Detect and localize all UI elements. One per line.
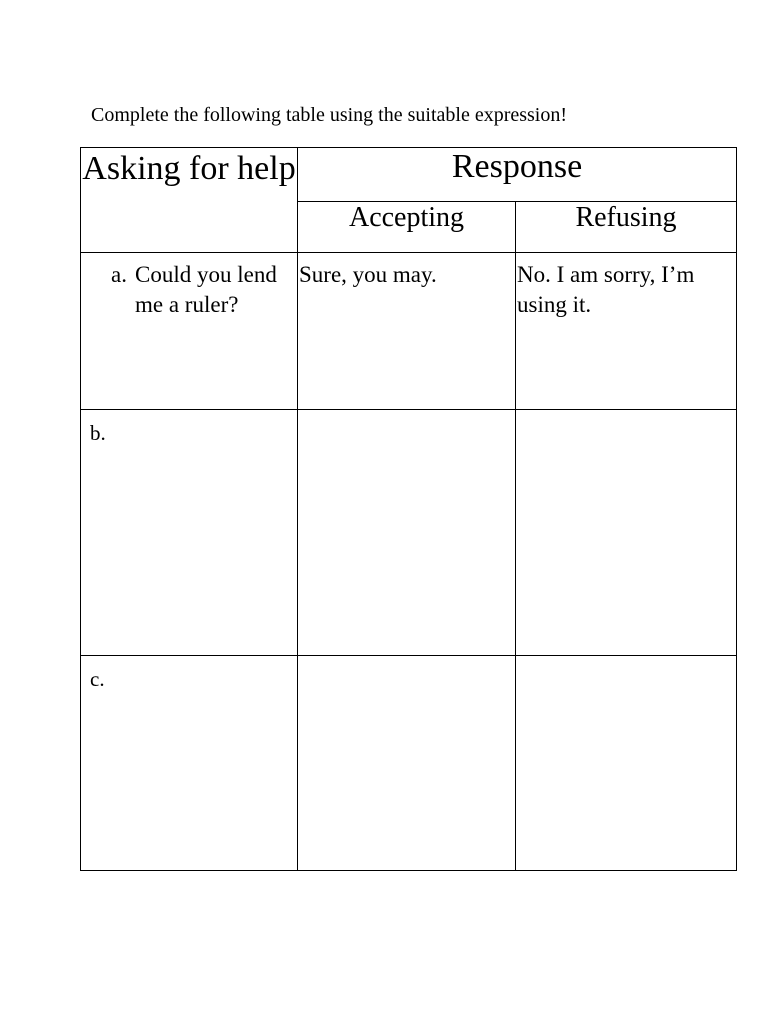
- refusing-text: [516, 410, 736, 417]
- refusing-header: Refusing: [516, 201, 737, 253]
- table-row: [81, 410, 737, 656]
- response-header: Response: [298, 148, 737, 202]
- refusing-cell: [516, 253, 737, 410]
- question-cell[interactable]: [81, 656, 298, 871]
- table-row: [81, 253, 737, 410]
- accepting-cell[interactable]: [298, 410, 516, 656]
- instruction-text: Complete the following table using the suitable expression!: [91, 104, 568, 126]
- refusing-text: [516, 656, 736, 663]
- accepting-cell: [298, 253, 516, 410]
- question-text: Could you lend me a ruler?: [135, 262, 277, 317]
- question-cell[interactable]: [81, 410, 298, 656]
- accepting-header: Accepting: [298, 201, 516, 253]
- exercise-table: [80, 147, 737, 871]
- accepting-text: [298, 656, 515, 663]
- question-cell: [81, 253, 298, 410]
- refusing-cell[interactable]: [516, 410, 737, 656]
- item-marker: c.: [90, 667, 105, 691]
- accepting-cell[interactable]: [298, 656, 516, 871]
- item-marker: b.: [90, 421, 106, 445]
- asking-for-help-header: Asking for help: [81, 148, 298, 253]
- item-marker: a.: [111, 262, 127, 287]
- header-row: [81, 148, 737, 202]
- accepting-text: Sure, you may.: [299, 262, 437, 287]
- refusing-text: No. I am sorry, I’m using it.: [517, 262, 695, 317]
- table-row: [81, 656, 737, 871]
- accepting-text: [298, 410, 515, 417]
- refusing-cell[interactable]: [516, 656, 737, 871]
